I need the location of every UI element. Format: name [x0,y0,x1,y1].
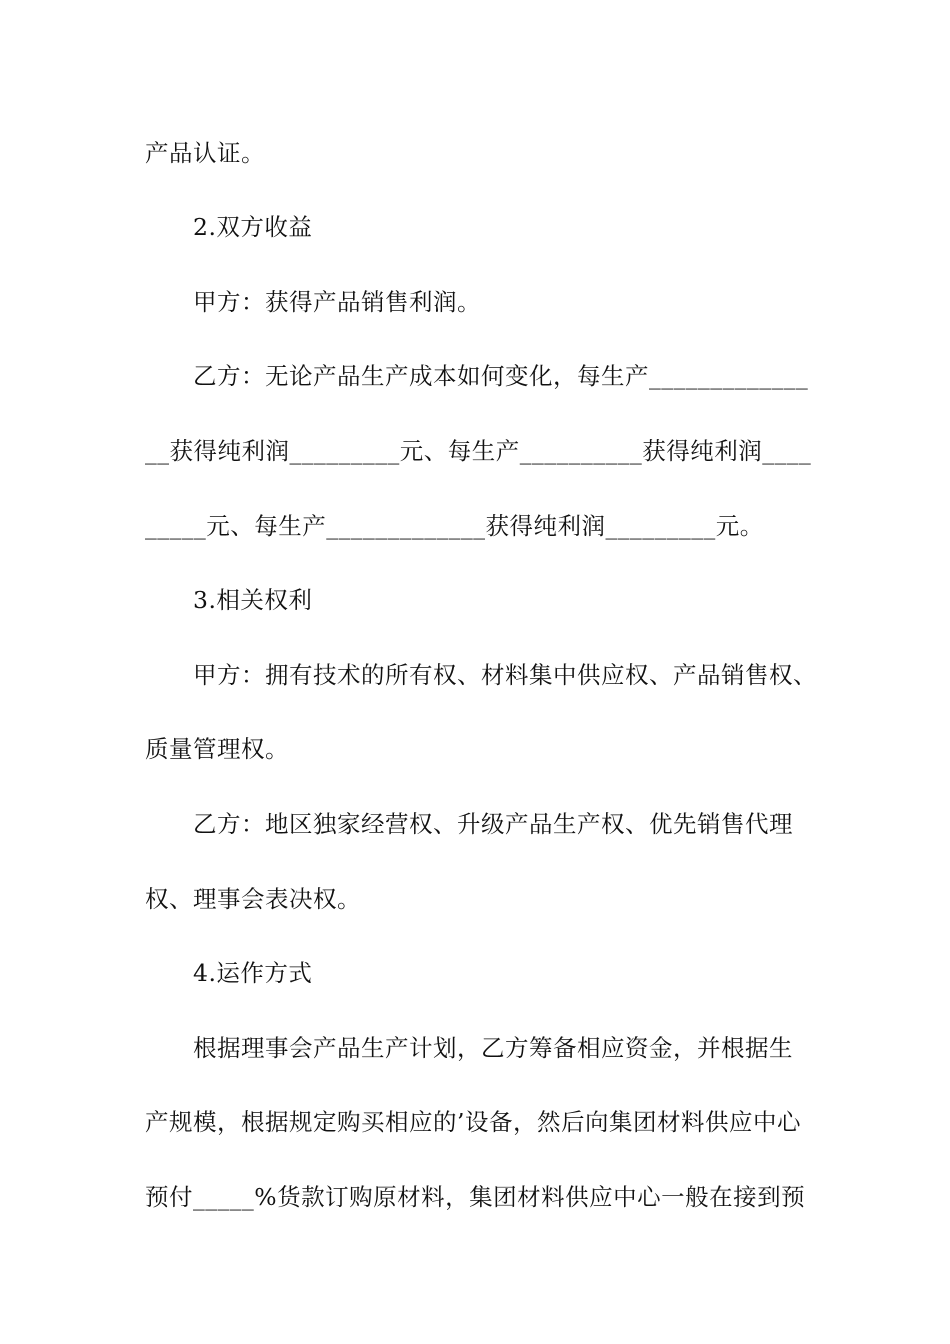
section-heading: 3.相关权利 [193,586,313,614]
text-line: 产规模，根据规定购买相应的’设备，然后向集团材料供应中心 [145,1108,801,1136]
section-heading: 4.运作方式 [193,959,313,987]
text-line: 根据理事会产品生产计划，乙方筹备相应资金，并根据生 [193,1034,793,1062]
text-line: 权、理事会表决权。 [145,885,361,913]
text-line: 乙方：无论产品生产成本如何变化，每生产_____________ [193,362,809,390]
text-line: 乙方：地区独家经营权、升级产品生产权、优先销售代理 [193,810,793,838]
text-line: 质量管理权。 [145,735,289,763]
text-line: __获得纯利润_________元、每生产__________获得纯利润____ [145,437,812,465]
text-line: 甲方：获得产品销售利润。 [193,288,481,316]
text-line: 甲方：拥有技术的所有权、材料集中供应权、产品销售权、 [193,661,817,689]
text-line: 产品认证。 [145,139,265,167]
text-line: _____元、每生产_____________获得纯利润_________元。 [145,512,764,540]
text-line: 预付_____%货款订购原材料，集团材料供应中心一般在接到预 [145,1183,806,1211]
section-heading: 2.双方收益 [193,213,313,241]
